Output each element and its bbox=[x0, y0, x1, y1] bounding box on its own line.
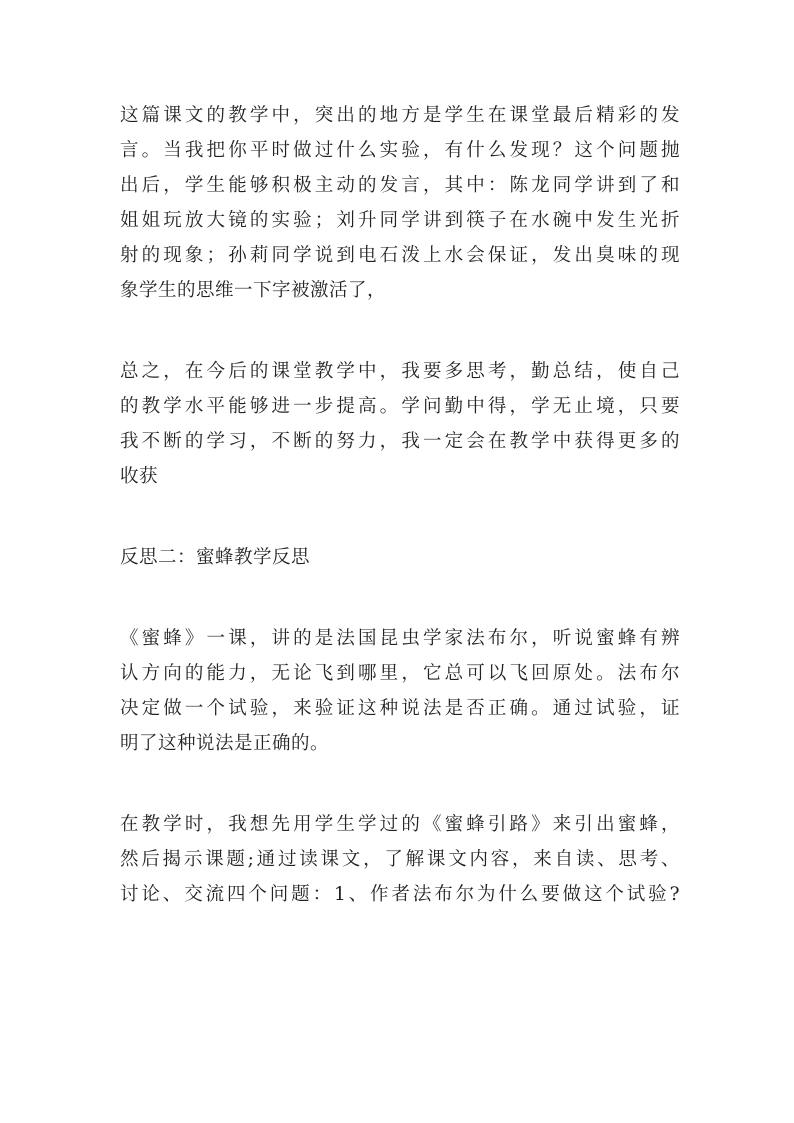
paragraph-class-summary bbox=[120, 98, 680, 308]
text-line: 我不断的学习，不断的努力，我一定会在教学中获得更多的 bbox=[120, 431, 680, 452]
text-line: 姐姐玩放大镜的实验；刘升同学讲到筷子在水碗中发生光折 bbox=[120, 210, 680, 231]
text-line: 决定做一个试验，来验证这种说法是否正确。通过试验，证 bbox=[120, 698, 680, 719]
text-line: 象学生的思维一下字被激活了， bbox=[120, 280, 387, 301]
section-heading bbox=[120, 540, 680, 575]
text-line: 这篇课文的教学中，突出的地方是学生在课堂最后精彩的发 bbox=[120, 105, 680, 126]
text-line: 明了这种说法是正确的。 bbox=[120, 733, 330, 754]
paragraph-conclusion bbox=[120, 354, 680, 494]
text-line: 射的现象；孙莉同学说到电石泼上水会保证，发出臭味的现 bbox=[120, 245, 680, 266]
heading-text: 反思二：蜜蜂教学反思 bbox=[120, 547, 311, 568]
text-line: 然后揭示课题;通过读课文，了解课文内容，来自读、思考、 bbox=[120, 849, 680, 870]
text-line: 总之，在今后的课堂教学中，我要多思考，勤总结，使自己 bbox=[120, 361, 680, 382]
text-line: 《蜜蜂》一课，讲的是法国昆虫学家法布尔，听说蜜蜂有辨 bbox=[120, 628, 680, 649]
document-body bbox=[120, 98, 680, 958]
text-line: 言。当我把你平时做过什么实验，有什么发现？这个问题抛 bbox=[120, 140, 680, 161]
text-line: 认方向的能力，无论飞到哪里，它总可以飞回原处。法布尔 bbox=[120, 663, 680, 684]
text-line: 在教学时，我想先用学生学过的《蜜蜂引路》来引出蜜蜂， bbox=[120, 814, 680, 835]
text-line: 的教学水平能够进一步提高。学问勤中得，学无止境，只要 bbox=[120, 396, 680, 417]
text-line: 收获 bbox=[120, 466, 159, 487]
paragraph-teaching-plan bbox=[120, 807, 680, 912]
text-line: 讨论、交流四个问题：1、作者法布尔为什么要做这个试验? bbox=[120, 884, 680, 905]
paragraph-lesson-intro bbox=[120, 621, 680, 761]
text-line: 出后，学生能够积极主动的发言，其中：陈龙同学讲到了和 bbox=[120, 175, 680, 196]
